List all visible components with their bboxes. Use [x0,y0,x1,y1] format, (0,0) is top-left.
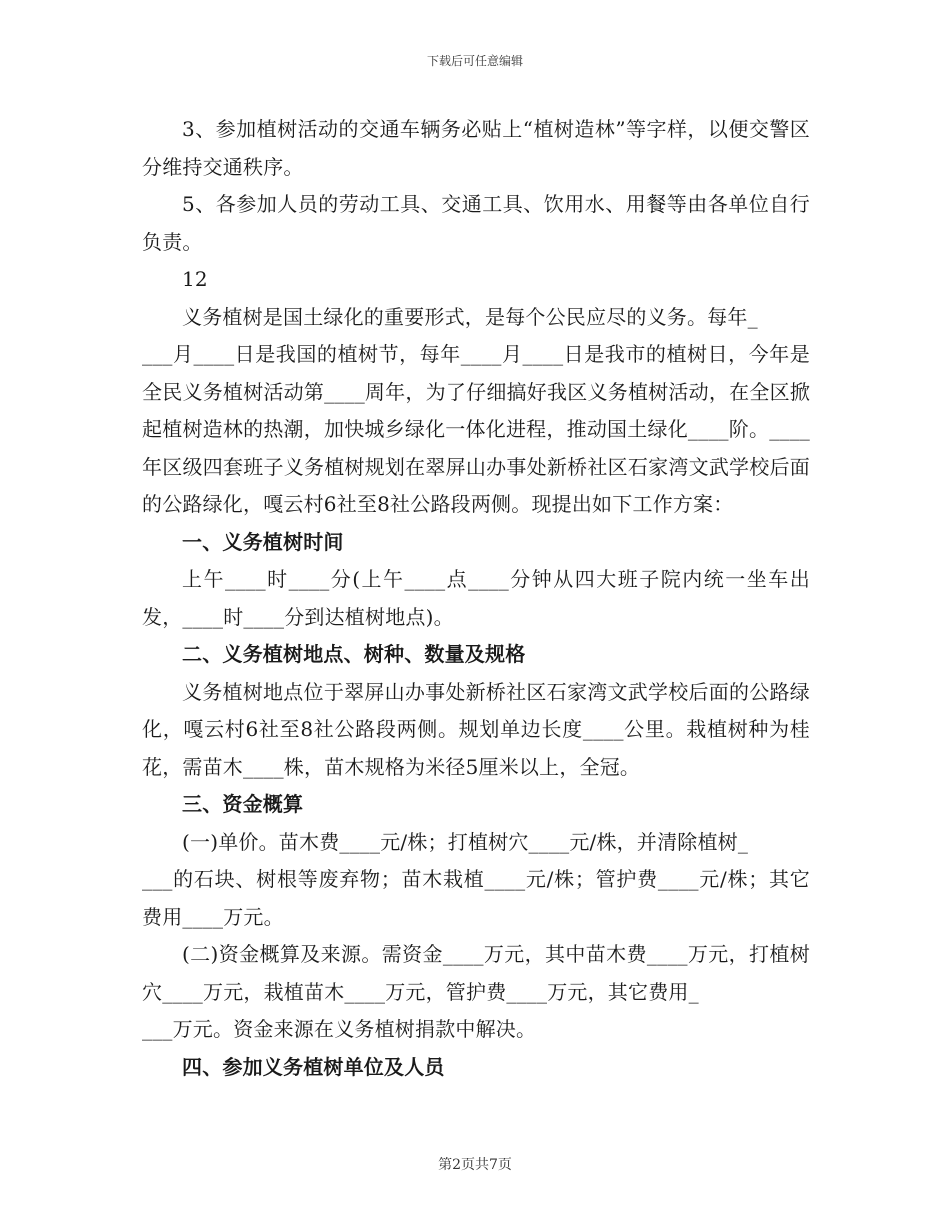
section-heading-time: 一、义务植树时间 [182,529,344,554]
paragraph-intro: 义务植树是国土绿化的重要形式，是每个公民应尽的义务。每年_ ___月____日是我国的植树节，每年____月____日是我市的植树日，今年是全民义务植树活动第____周年，为了仔细搞好我区义务植树活动，在全区掀起植树造林的热潮，加快城乡绿化一体化进程，推动国土绿化____阶。____年区级四套班子义务植树规划在翠屏山办事处新桥社区石家湾文武学校后面的公路绿化，嘎云村6社至8社公路段两侧。现提出如下工作方案： [142,304,810,516]
paragraph-number: 12 [182,267,208,291]
section-heading-budget: 三、资金概算 [182,792,304,816]
document-body [142,111,810,1086]
paragraph-item-5: 5、各参加人员的劳动工具、交通工具、饮用水、用餐等由各单位自行负责。 [142,192,810,254]
paragraph-unit-price: (一)单价。苗木费____元/株；打植树穴____元/株，并清除植树_ ___的石块、树根等废弃物；苗木栽植____元/株；管护费____元/株；其它费用____万元。 [142,829,810,929]
section-heading-participants: 四、参加义务植树单位及人员 [182,1054,445,1079]
paragraph-time: 上午____时____分(上午____点____分钟从四大班子院内统一坐车出发，____时____分到达植树地点)。 [142,567,810,629]
paragraph-location: 义务植树地点位于翠屏山办事处新桥社区石家湾文武学校后面的公路绿化，嘎云村6社至8社公路段两侧。规划单边长度____公里。栽植树种为桂花，需苗木____株，苗木规格为米径5厘米以上，全冠。 [142,679,810,779]
paragraph-funding: (二)资金概算及来源。需资金____万元，其中苗木费____万元，打植树穴____万元，栽植苗木____万元，管护费____万元，其它费用_ ___万元。资金来源在义务植树捐款中解决。 [142,942,810,1041]
page-header: 下载后可任意编辑 [426,54,523,68]
page-footer: 第2页共7页 [438,1157,512,1173]
section-heading-location: 二、义务植树地点、树种、数量及规格 [182,642,526,666]
paragraph-item-3: 3、参加植树活动的交通车辆务必贴上“植树造林”等字样，以便交警区分维持交通秩序。 [142,117,810,179]
